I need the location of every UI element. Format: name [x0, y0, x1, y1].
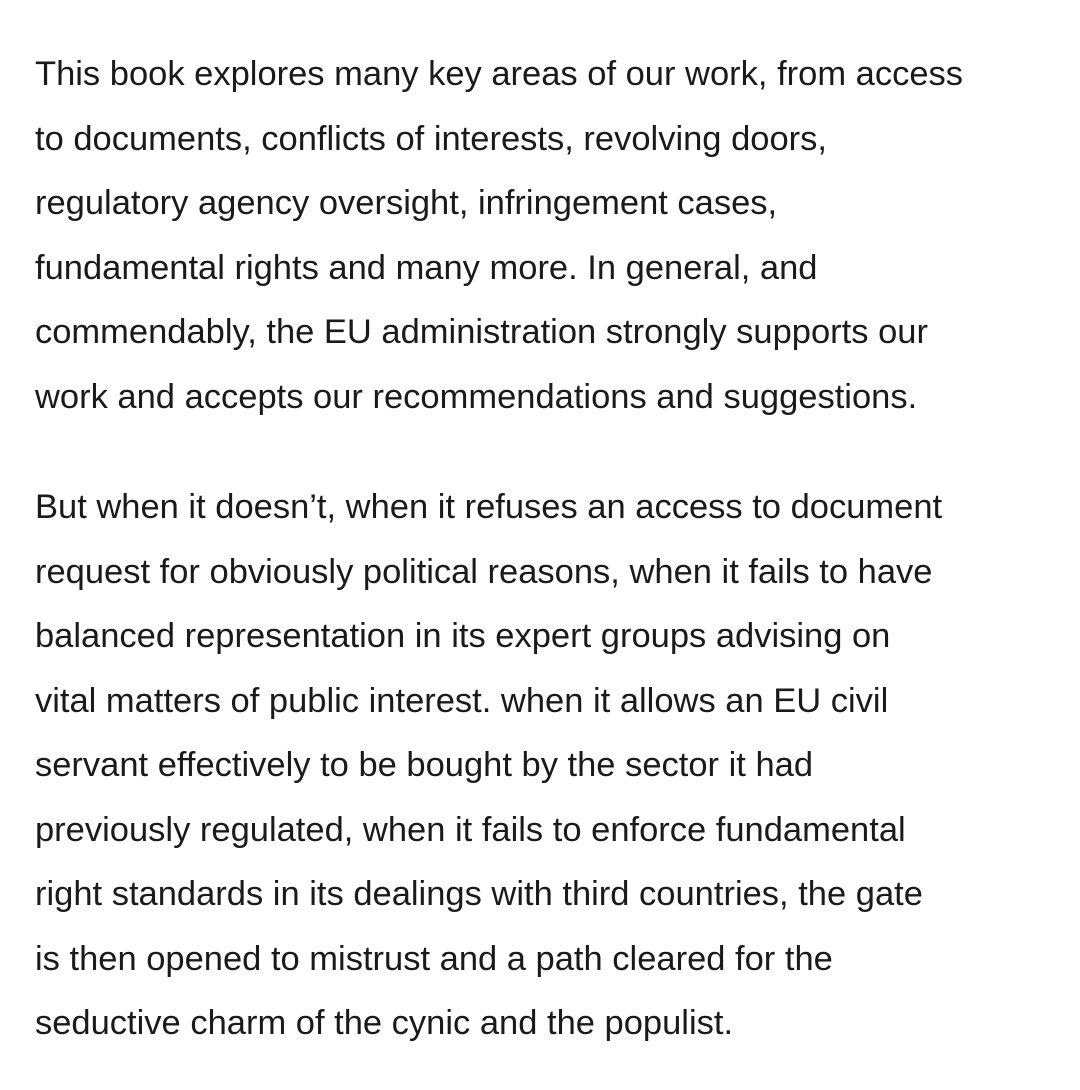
text-line: commendably, the EU administration strongly supports our [35, 313, 928, 351]
text-line: But when it doesn’t, when it refuses an access to document [35, 488, 943, 526]
document-body [35, 42, 1065, 1056]
text-line: to documents, conflicts of interests, revolving doors, [35, 119, 827, 158]
text-line: is then opened to mistrust and a path cleared for the [35, 939, 833, 978]
paragraph-1 [35, 42, 1065, 429]
text-line: right standards in its dealings with third countries, the gate [35, 875, 923, 913]
text-line: servant effectively to be bought by the sector it had [35, 746, 814, 784]
text-line: balanced representation in its expert groups advising on [35, 617, 891, 655]
text-line: This book explores many key areas of our work, from access [35, 55, 964, 93]
text-line: request for obviously political reasons, when it fails to have [35, 552, 933, 591]
text-line: work and accepts our recommendations and suggestions. [35, 377, 918, 416]
text-line: vital matters of public interest. when it allows an EU civil [35, 681, 889, 720]
text-line: previously regulated, when it fails to enforce fundamental [35, 810, 906, 849]
text-line: seductive charm of the cynic and the populist. [35, 1004, 734, 1042]
paragraph-2 [35, 475, 1065, 1056]
text-line: regulatory agency oversight, infringement cases, [35, 184, 778, 222]
text-line: fundamental rights and many more. In general, and [35, 248, 818, 287]
